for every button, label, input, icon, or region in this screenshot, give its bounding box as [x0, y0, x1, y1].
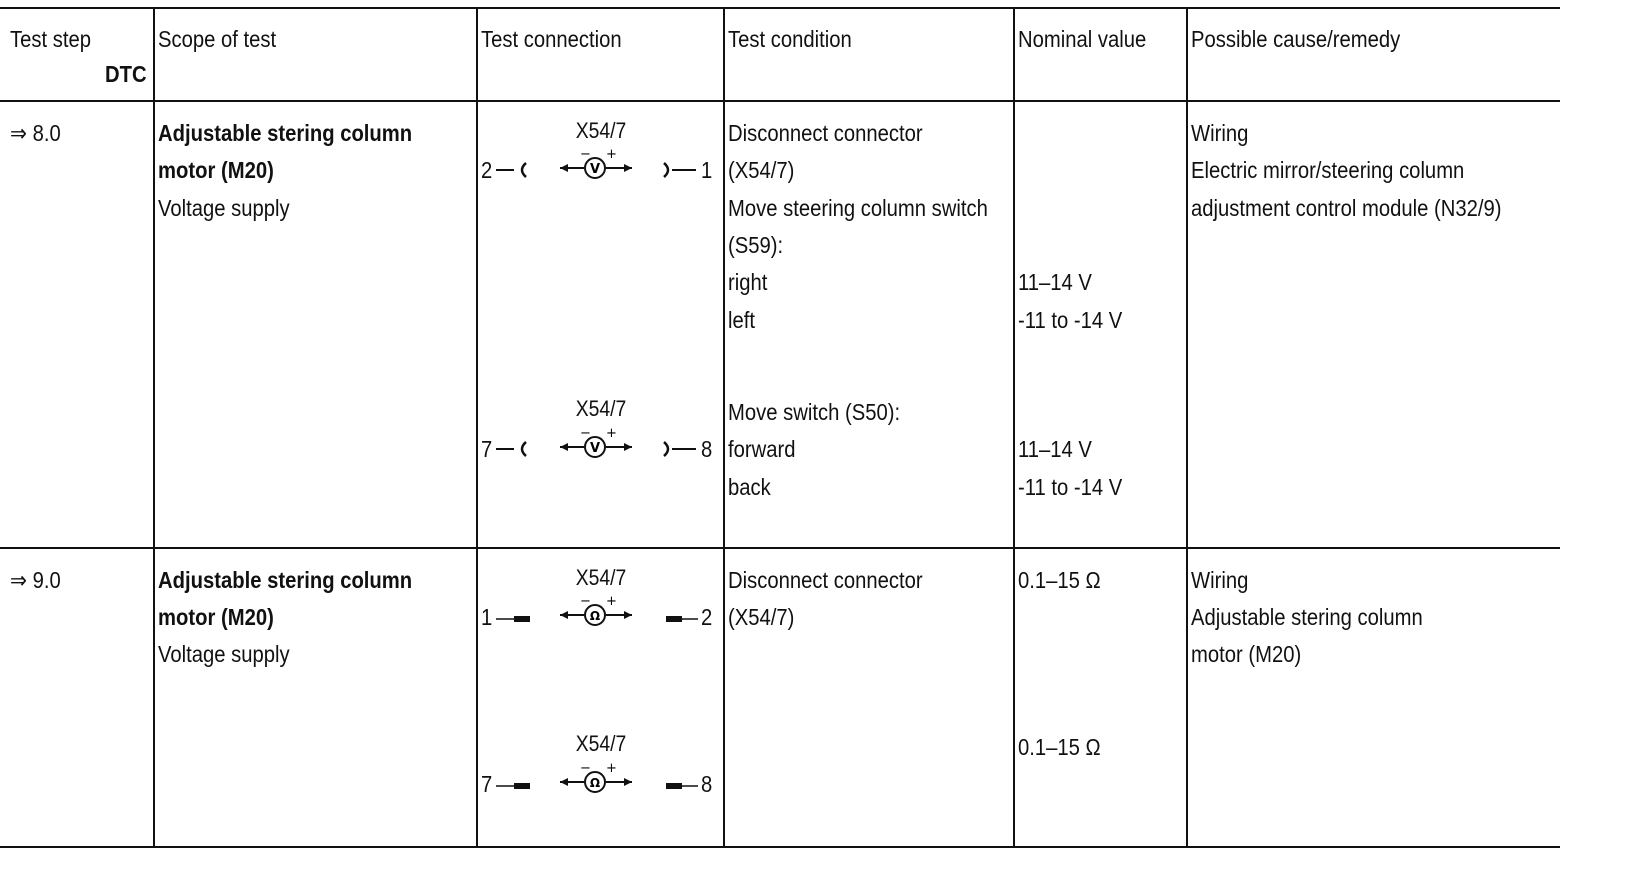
header-nominal: Nominal value — [1018, 26, 1147, 52]
meter-symbol: V — [589, 162, 601, 177]
pin-right: 8 — [701, 436, 713, 462]
pin-probe-icon — [664, 774, 704, 794]
condition-line: Disconnect connector — [728, 120, 923, 146]
condition-line: (X54/7) — [728, 604, 795, 630]
svg-text:+: + — [606, 761, 617, 776]
condition-line: Move steering column switch — [728, 195, 988, 221]
nominal-value: -11 to -14 V — [1018, 474, 1123, 500]
step-number: ⇒ 8.0 — [10, 120, 61, 146]
svg-text:−: − — [580, 761, 591, 776]
socket-probe-icon — [496, 160, 536, 180]
pin-probe-icon — [496, 774, 536, 794]
cause-line: Wiring — [1191, 120, 1249, 146]
scope-title: Adjustable stering column — [158, 120, 413, 146]
scope-title: Adjustable stering column — [158, 567, 413, 593]
nominal-value: 11–14 V — [1018, 436, 1092, 462]
condition-line: forward — [728, 436, 796, 462]
header-test-step: Test step — [10, 26, 92, 52]
condition-line: right — [728, 269, 768, 295]
scope-title: motor (M20) — [158, 157, 274, 183]
ohmmeter-icon — [558, 593, 638, 633]
col-divider-3 — [723, 7, 725, 848]
voltmeter-icon — [558, 146, 638, 186]
pin-left: 1 — [481, 604, 493, 630]
pin-left: 2 — [481, 157, 493, 183]
header-scope: Scope of test — [158, 26, 277, 52]
header-rule — [0, 100, 1560, 102]
pin-probe-icon — [496, 607, 536, 627]
cause-line: Electric mirror/steering column — [1191, 157, 1465, 183]
pin-right: 2 — [701, 604, 713, 630]
svg-text:+: + — [606, 426, 617, 441]
header-condition: Test condition — [728, 26, 852, 52]
connector-label: X54/7 — [575, 565, 627, 590]
connector-label: X54/7 — [575, 118, 627, 143]
meter-symbol: Ω — [589, 776, 601, 790]
pin-right: 8 — [701, 771, 713, 797]
scope-text: Voltage supply — [158, 641, 290, 667]
cause-line: Adjustable stering column — [1191, 604, 1423, 630]
pin-left: 7 — [481, 436, 493, 462]
meter-symbol: V — [589, 441, 601, 456]
condition-line: left — [728, 307, 756, 333]
nominal-value: 11–14 V — [1018, 269, 1092, 295]
top-rule — [0, 7, 1560, 9]
nominal-value: 0.1–15 Ω — [1018, 734, 1101, 760]
svg-text:−: − — [580, 147, 591, 162]
pin-probe-icon — [664, 607, 704, 627]
cause-line: adjustment control module (N32/9) — [1191, 195, 1502, 221]
bottom-rule — [0, 846, 1560, 848]
cause-line: Wiring — [1191, 567, 1249, 593]
col-divider-2 — [476, 7, 478, 848]
nominal-value: 0.1–15 Ω — [1018, 567, 1101, 593]
svg-text:+: + — [606, 594, 617, 609]
socket-probe-icon — [660, 160, 700, 180]
voltmeter-icon — [558, 425, 638, 465]
connector-label: X54/7 — [575, 731, 627, 756]
pin-left: 7 — [481, 771, 493, 797]
header-dtc: DTC — [105, 61, 147, 87]
condition-line: (X54/7) — [728, 157, 795, 183]
meter-symbol: Ω — [589, 609, 601, 623]
header-connection: Test connection — [481, 26, 622, 52]
connector-label: X54/7 — [575, 396, 627, 421]
col-divider-1 — [153, 7, 155, 848]
scope-text: Voltage supply — [158, 195, 290, 221]
header-cause: Possible cause/remedy — [1191, 26, 1401, 52]
condition-line: back — [728, 474, 771, 500]
step-number: ⇒ 9.0 — [10, 567, 61, 593]
condition-line: (S59): — [728, 232, 784, 258]
cause-line: motor (M20) — [1191, 641, 1302, 667]
row-divider — [0, 547, 1560, 549]
nominal-value: -11 to -14 V — [1018, 307, 1123, 333]
socket-probe-icon — [496, 439, 536, 459]
condition-line: Disconnect connector — [728, 567, 923, 593]
svg-text:−: − — [580, 426, 591, 441]
pin-right: 1 — [701, 157, 713, 183]
svg-text:−: − — [580, 594, 591, 609]
condition-line: Move switch (S50): — [728, 399, 901, 425]
svg-text:+: + — [606, 147, 617, 162]
ohmmeter-icon — [558, 760, 638, 800]
socket-probe-icon — [660, 439, 700, 459]
scope-title: motor (M20) — [158, 604, 274, 630]
col-divider-4 — [1013, 7, 1015, 848]
col-divider-5 — [1186, 7, 1188, 848]
